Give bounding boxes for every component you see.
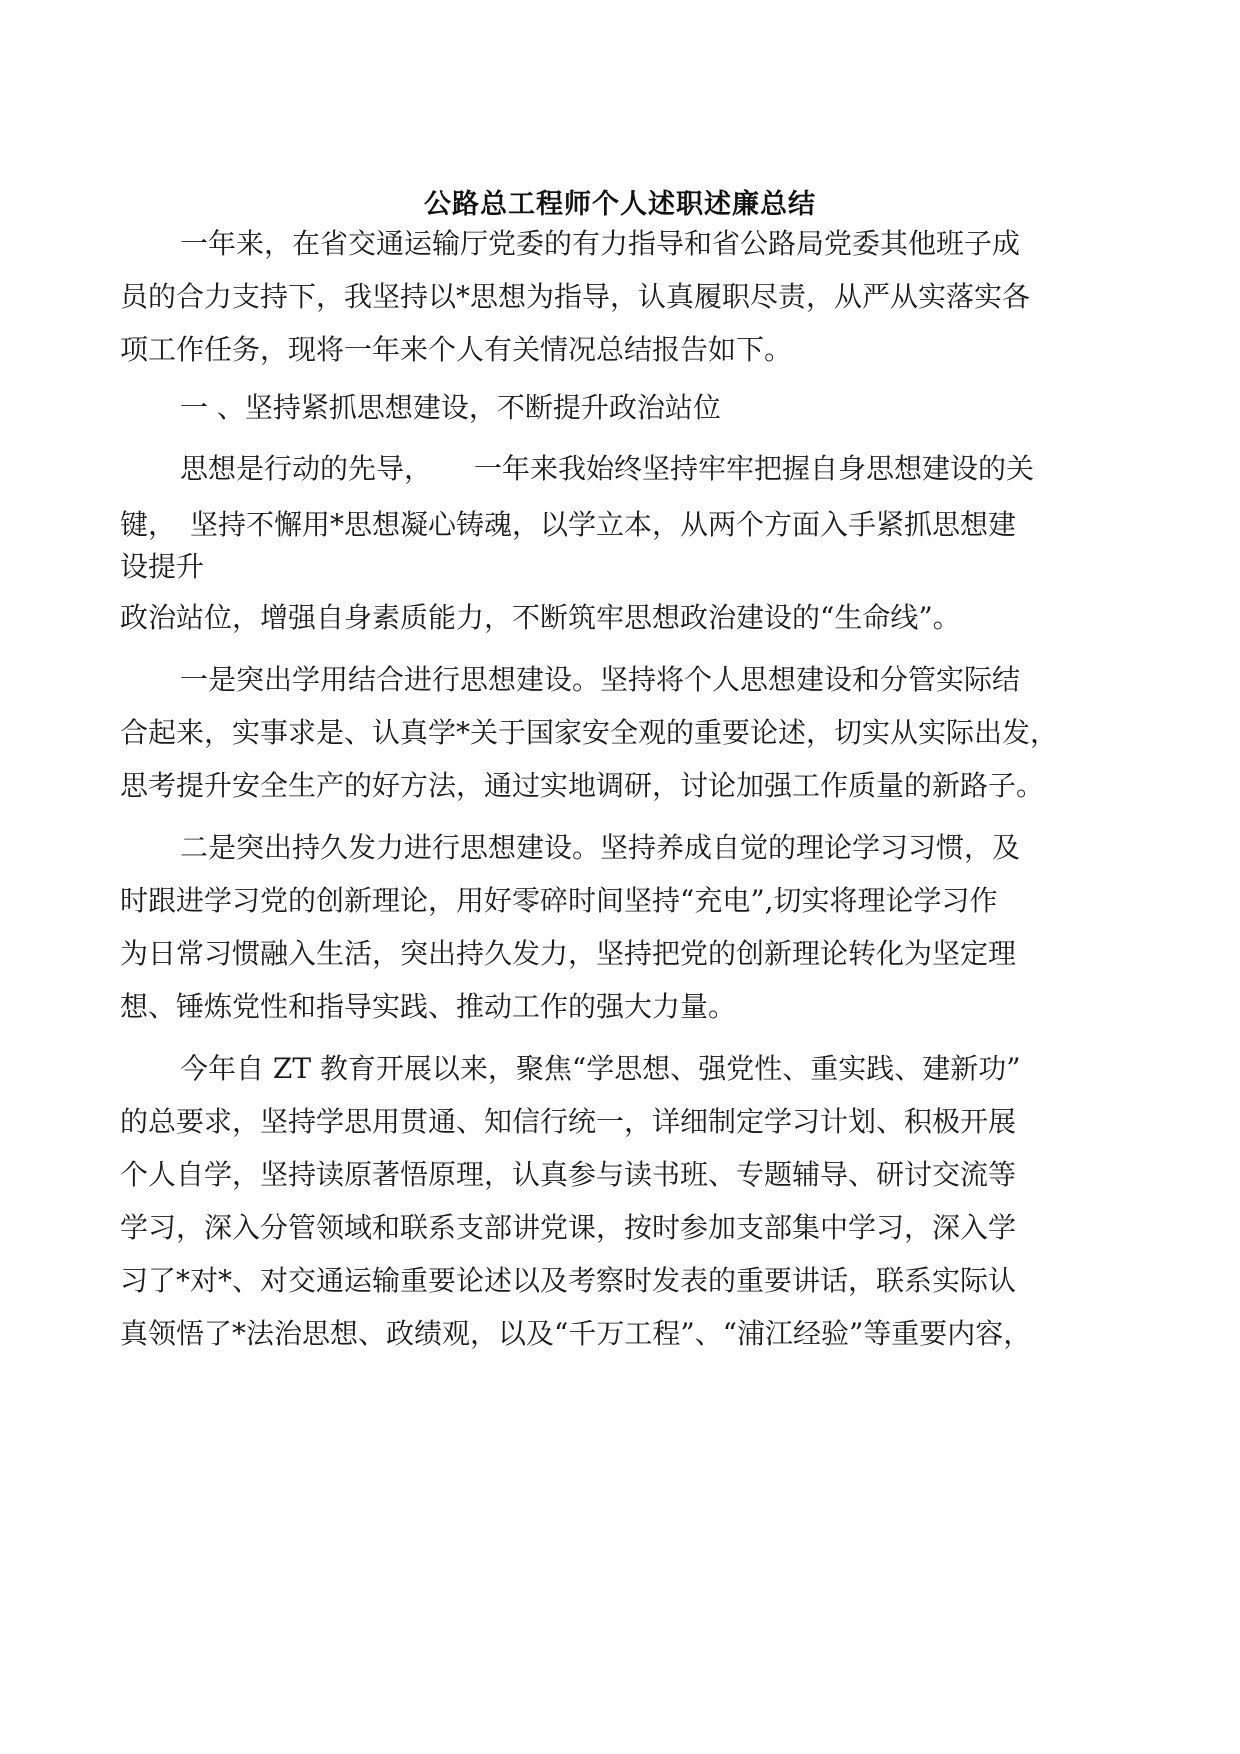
paragraph-line: 时跟进学习党的创新理论，用好零碎时间坚持“充电”,切实将理论学习作 xyxy=(120,884,998,917)
paragraph-line: 项工作任务，现将一年来个人有关情况总结报告如下。 xyxy=(120,333,793,366)
paragraph-line: 想、锤炼党性和指导实践、推动工作的强大力量。 xyxy=(120,990,737,1023)
paragraph-line: 的总要求，坚持学思用贯通、知信行统一，详细制定学习计划、积极开展 xyxy=(120,1105,1017,1138)
paragraph-line: 设提升 xyxy=(120,550,205,583)
paragraph-line: 为日常习惯融入生活，突出持久发力，坚持把党的创新理论转化为坚定理 xyxy=(120,937,1017,970)
paragraph-line: 学习，深入分管领域和联系支部讲党课，按时参加支部集中学习，深入学 xyxy=(120,1211,1017,1244)
paragraph-line: 习了*对*、对交通运输重要论述以及考察时发表的重要讲话，联系实际认 xyxy=(120,1264,1017,1297)
paragraph-line: 思想是行动的先导， 一年来我始终坚持牢牢把握自身思想建设的关 xyxy=(180,452,1035,485)
paragraph-line: 一年来，在省交通运输厅党委的有力指导和省公路局党委其他班子成 xyxy=(180,227,1021,260)
section-heading: 一 、坚持紧抓思想建设，不断提升政治站位 xyxy=(180,391,721,424)
paragraph-line: 二是突出持久发力进行思想建设。坚持养成自觉的理论学习习惯，及 xyxy=(180,831,1021,864)
paragraph-line: 政治站位，增强自身素质能力，不断筑牢思想政治建设的“生命线”。 xyxy=(120,601,961,634)
paragraph-line: 今年自 ZT 教育开展以来，聚焦“学思想、强党性、重实践、建新功” xyxy=(180,1052,1021,1085)
paragraph-line: 合起来，实事求是、认真学*关于国家安全观的重要论述，切实从实际出发， xyxy=(120,716,1059,749)
paragraph-line: 个人自学，坚持读原著悟原理，认真参与读书班、专题辅导、研讨交流等 xyxy=(120,1158,1017,1191)
paragraph-line: 员的合力支持下，我坚持以*思想为指导，认真履职尽责，从严从实落实各 xyxy=(120,280,1031,313)
paragraph-line: 一是突出学用结合进行思想建设。坚持将个人思想建设和分管实际结 xyxy=(180,663,1021,696)
paragraph-line: 真领悟了*法治思想、政绩观，以及“千万工程”、“浦江经验”等重要内容， xyxy=(120,1317,1032,1350)
paragraph-line: 键， 坚持不懈用*思想凝心铸魂，以学立本，从两个方面入手紧抓思想建 xyxy=(120,508,1017,541)
paragraph-line: 思考提升安全生产的好方法，通过实地调研，讨论加强工作质量的新路子。 xyxy=(120,769,1045,802)
document-title: 公路总工程师个人述职述廉总结 xyxy=(424,189,816,220)
